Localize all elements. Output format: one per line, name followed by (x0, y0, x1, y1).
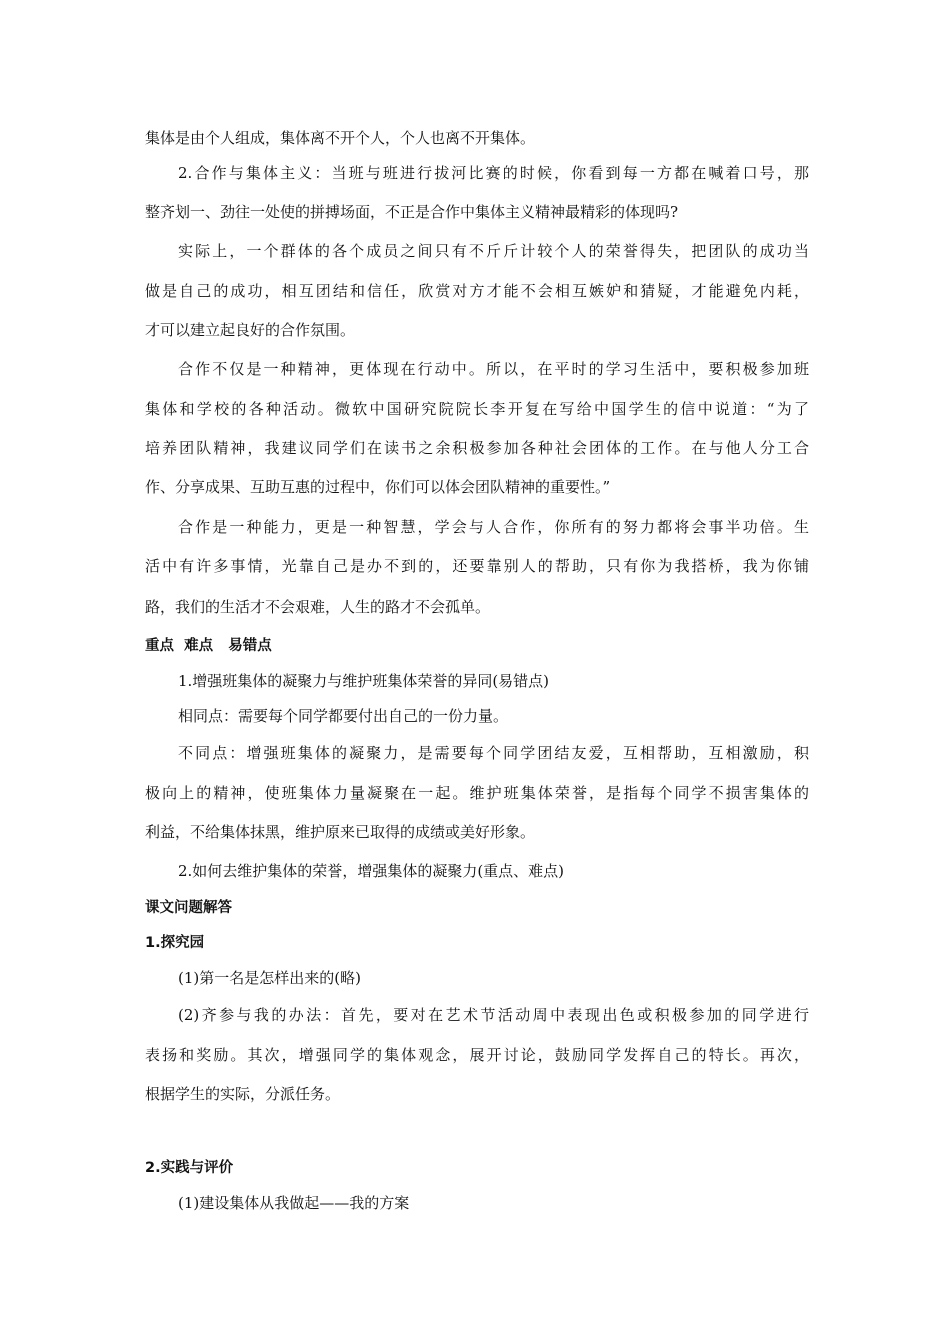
paragraph-line: (1)第一名是怎样出来的(略) (178, 969, 361, 987)
section-heading: 2.实践与评价 (145, 1160, 234, 1176)
paragraph-line: 合作是一种能力，更是一种智慧，学会与人合作，你所有的努力都将会事半功倍。生 (178, 518, 809, 536)
paragraph-line: (2)齐参与我的办法：首先，要对在艺术节活动周中表现出色或积极参加的同学进行 (178, 1006, 809, 1024)
paragraph-line: 集体和学校的各种活动。微软中国研究院院长李开复在写给中国学生的信中说道：“为了 (145, 400, 809, 418)
paragraph-line: 活中有许多事情，光靠自己是办不到的，还要靠别人的帮助，只有你为我搭桥，我为你铺 (145, 557, 809, 575)
paragraph-line: 整齐划一、劲往一处使的拼搏场面，不正是合作中集体主义精神最精彩的体现吗? (145, 203, 679, 221)
paragraph-line: 2.合作与集体主义：当班与班进行拔河比赛的时候，你看到每一方都在喊着口号，那 (178, 164, 809, 182)
paragraph-line: 1.增强班集体的凝聚力与维护班集体荣誉的异同(易错点) (178, 672, 550, 690)
paragraph-line: 极向上的精神，使班集体力量凝聚在一起。维护班集体荣誉，是指每个同学不损害集体的 (145, 784, 809, 802)
paragraph-line: 表扬和奖励。其次，增强同学的集体观念，展开讨论，鼓励同学发挥自己的特长。再次， (145, 1046, 809, 1064)
paragraph-line: 实际上，一个群体的各个成员之间只有不斤斤计较个人的荣誉得失，把团队的成功当 (178, 242, 809, 260)
paragraph-line: 合作不仅是一种精神，更体现在行动中。所以，在平时的学习生活中，要积极参加班 (178, 360, 809, 378)
paragraph-line: 利益，不给集体抹黑，维护原来已取得的成绩或美好形象。 (145, 823, 536, 841)
paragraph-line: 做是自己的成功，相互团结和信任，欣赏对方才能不会相互嫉妒和猜疑，才能避免内耗， (145, 282, 809, 300)
paragraph-line: 培养团队精神，我建议同学们在读书之余积极参加各种社会团体的工作。在与他人分工合 (145, 439, 809, 457)
paragraph-line: 2.如何去维护集体的荣誉，增强集体的凝聚力(重点、难点) (178, 862, 565, 880)
paragraph-line: 才可以建立起良好的合作氛围。 (145, 321, 356, 339)
paragraph-line: 集体是由个人组成，集体离不开个人，个人也离不开集体。 (145, 129, 536, 147)
section-heading: 1.探究园 (145, 935, 205, 951)
paragraph-line: 不同点：增强班集体的凝聚力，是需要每个同学团结友爱，互相帮助，互相激励，积 (178, 744, 809, 762)
paragraph-line: (1)建设集体从我做起——我的方案 (178, 1194, 410, 1212)
section-heading: 课文问题解答 (145, 900, 232, 916)
paragraph-line: 作、分享成果、互助互惠的过程中，你们可以体会团队精神的重要性。” (145, 478, 611, 496)
paragraph-line: 相同点：需要每个同学都要付出自己的一份力量。 (178, 707, 509, 725)
section-heading: 重点 难点 易错点 (145, 638, 272, 654)
paragraph-line: 根据学生的实际，分派任务。 (145, 1085, 341, 1103)
paragraph-line: 路，我们的生活才不会艰难，人生的路才不会孤单。 (145, 598, 491, 616)
